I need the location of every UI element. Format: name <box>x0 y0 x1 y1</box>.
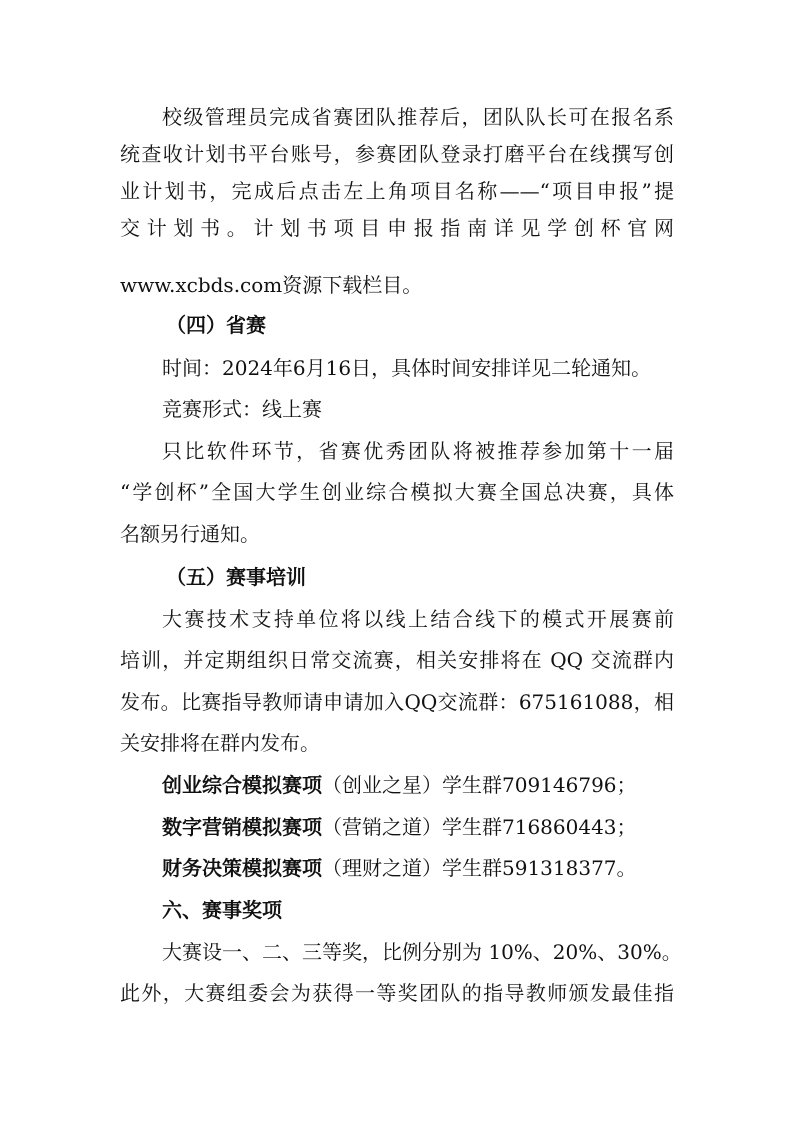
paragraph-line: 竞赛形式：线上赛 <box>162 397 322 421</box>
paragraph-line: 此外，大赛组委会为获得一等奖团队的指导教师颁发最佳指 <box>120 981 674 1005</box>
paragraph-line: 关安排将在群内发布。 <box>120 731 320 755</box>
event-name: 创业综合模拟赛项 <box>162 773 322 797</box>
paragraph-line: 只比软件环节，省赛优秀团队将被推荐参加第十一届 <box>162 439 674 463</box>
section-heading-training: （五）赛事培训 <box>166 565 306 589</box>
group-detail: （营销之道）学生群716860443； <box>322 815 637 839</box>
qq-group-item <box>162 770 674 800</box>
paragraph-line: 发布。比赛指导教师请申请加入QQ交流群：675161088，相 <box>120 690 674 714</box>
group-detail: （创业之星）学生群709146796； <box>322 773 637 797</box>
qq-group-item <box>162 853 674 883</box>
event-name: 数字营销模拟赛项 <box>162 815 322 839</box>
section-heading-awards: 六、赛事奖项 <box>162 898 282 922</box>
paragraph-line: “学创杯”全国大学生创业综合模拟大赛全国总决赛，具体 <box>120 480 674 504</box>
paragraph-line: www.xcbds.com资源下载栏目。 <box>120 273 423 297</box>
section-heading-provincial: （四）省赛 <box>166 313 266 337</box>
paragraph-line: 名额另行通知。 <box>120 522 260 546</box>
paragraph-line: 培训，并定期组织日常交流赛，相关安排将在 QQ 交流群内 <box>120 648 674 672</box>
paragraph-line: 大赛技术支持单位将以线上结合线下的模式开展赛前 <box>162 607 674 631</box>
paragraph-line: 大赛设一、二、三等奖，比例分别为 10%、20%、30%。 <box>162 940 682 964</box>
paragraph-line: 校级管理员完成省赛团队推荐后，团队队长可在报名系 <box>162 105 674 129</box>
event-name: 财务决策模拟赛项 <box>162 856 322 880</box>
paragraph-line: 业计划书，完成后点击左上角项目名称——“项目申报”提 <box>120 179 674 203</box>
group-detail: （理财之道）学生群591318377。 <box>322 856 637 880</box>
qq-group-item <box>162 812 674 842</box>
paragraph-line: 统查收计划书平台账号，参赛团队登录打磨平台在线撰写创 <box>120 142 674 166</box>
paragraph-line: 交计划书。计划书项目申报指南详见学创杯官网 <box>120 216 674 240</box>
paragraph-line: 时间：2024年6月16日，具体时间安排详见二轮通知。 <box>162 356 652 380</box>
